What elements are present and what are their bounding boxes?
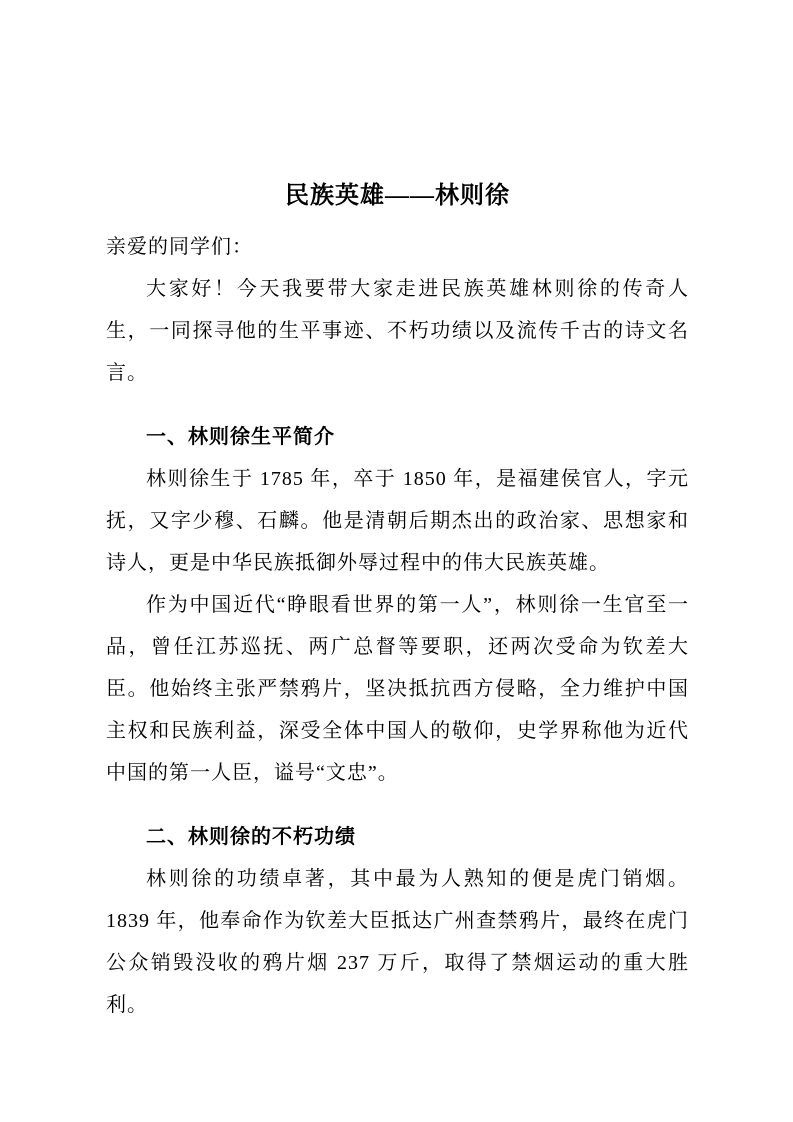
section-1-heading: 一、林则徐生平简介 bbox=[146, 426, 335, 448]
section-2-paragraph-1: 林则徐的功绩卓著，其中最为人熟知的便是虎门销烟。1839 年，他奉命作为钦差大臣抵达广州查禁鸦片，最终在虎门公众销毁没收的鸦片烟 237 万斤，取得了禁烟运动的重大胜利。 bbox=[106, 868, 689, 1016]
salutation-line: 亲爱的同学们： bbox=[106, 236, 253, 258]
document-title: 民族英雄——林则徐 bbox=[285, 183, 510, 209]
section-1-paragraph-2: 作为中国近代“睁眼看世界的第一人”，林则徐一生官至一品，曾任江苏巡抚、两广总督等要职，还两次受命为钦差大臣。他始终主张严禁鸦片，坚决抵抗西方侵略，全力维护中国主权和民族利益，深受全体中国人的敬仰，史学界称他为近代中国的第一人臣，谥号“文忠”。 bbox=[106, 594, 689, 784]
intro-paragraph: 大家好！今天我要带大家走进民族英雄林则徐的传奇人生，一同探寻他的生平事迹、不朽功绩以及流传千古的诗文名言。 bbox=[106, 278, 689, 384]
section-2-heading: 二、林则徐的不朽功绩 bbox=[146, 826, 356, 848]
section-1-paragraph-1: 林则徐生于 1785 年，卒于 1850 年，是福建侯官人，字元抚，又字少穆、石麟。他是清朝后期杰出的政治家、思想家和诗人，更是中华民族抵御外辱过程中的伟大民族英雄。 bbox=[106, 468, 689, 574]
